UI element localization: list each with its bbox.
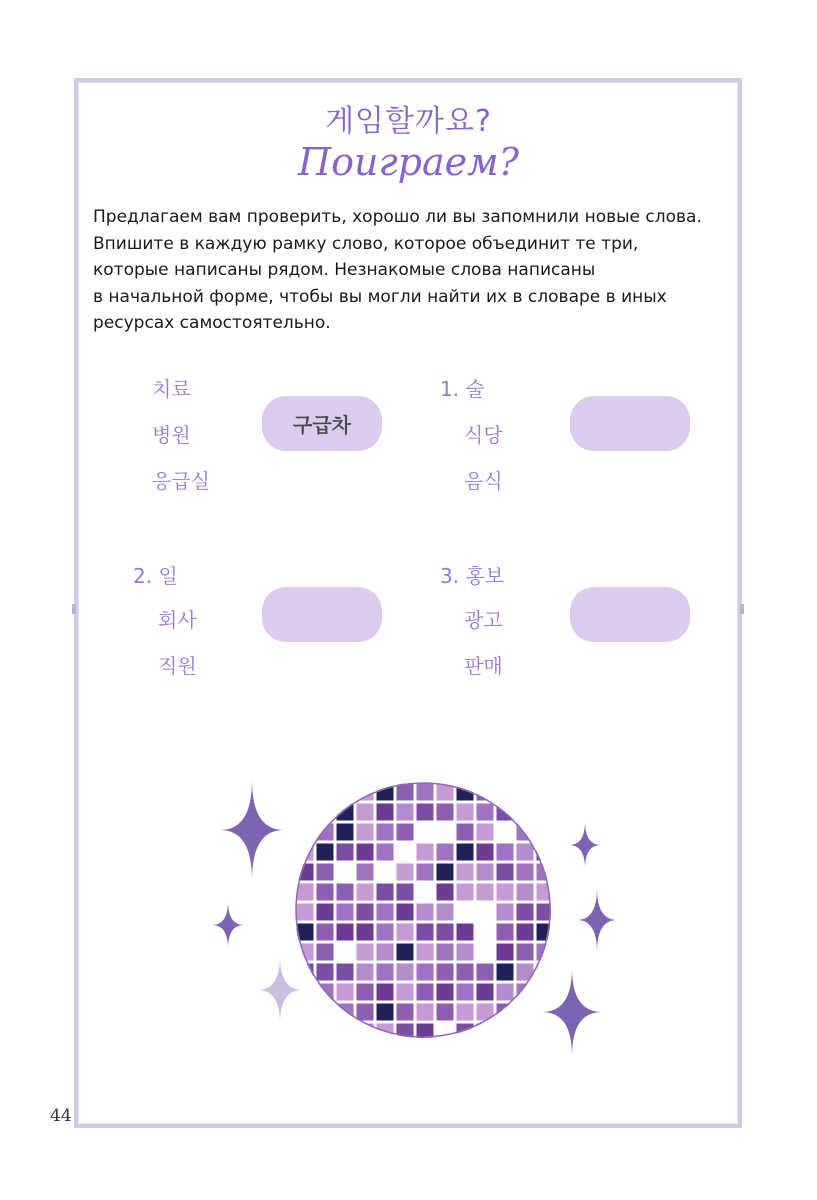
disco-tile xyxy=(477,1024,494,1041)
disco-tile xyxy=(437,904,454,921)
disco-tile xyxy=(377,924,394,941)
disco-tile xyxy=(397,1024,414,1041)
puzzle-2-word: 회사 xyxy=(158,608,197,632)
disco-tile xyxy=(297,884,314,901)
sparkle-icon xyxy=(569,821,601,869)
disco-tile xyxy=(297,864,314,881)
disco-tile xyxy=(377,784,394,801)
intro-line: Предлагаем вам проверить, хорошо ли вы запомнили новые слова. xyxy=(93,207,702,227)
disco-tile xyxy=(317,804,334,821)
sparkle-icon xyxy=(220,780,284,880)
disco-tile xyxy=(337,844,354,861)
disco-tile xyxy=(397,804,414,821)
disco-tile xyxy=(317,844,334,861)
disco-tile xyxy=(397,984,414,1001)
disco-tile xyxy=(297,904,314,921)
disco-tile xyxy=(497,844,514,861)
disco-tile xyxy=(457,1004,474,1021)
disco-tile xyxy=(437,884,454,901)
disco-tile xyxy=(377,824,394,841)
disco-tile xyxy=(377,944,394,961)
disco-tile xyxy=(497,944,514,961)
disco-tile xyxy=(397,904,414,921)
disco-tile xyxy=(417,924,434,941)
disco-tile xyxy=(477,784,494,801)
disco-tile xyxy=(457,824,474,841)
disco-tile xyxy=(457,924,474,941)
disco-tile xyxy=(457,984,474,1001)
disco-tile xyxy=(477,864,494,881)
disco-tile xyxy=(397,824,414,841)
puzzle-1-word: 1. 술 xyxy=(440,377,485,401)
disco-tile xyxy=(337,924,354,941)
disco-tile xyxy=(297,964,314,981)
disco-tile xyxy=(417,964,434,981)
disco-tile xyxy=(397,1004,414,1021)
disco-tile xyxy=(377,964,394,981)
puzzle-1-word: 식당 xyxy=(464,423,503,447)
disco-tile xyxy=(437,824,454,841)
puzzle-2-word: 직원 xyxy=(158,654,197,678)
disco-tile xyxy=(377,864,394,881)
disco-tile xyxy=(437,804,454,821)
disco-tile xyxy=(377,1024,394,1041)
disco-tile xyxy=(417,944,434,961)
puzzle-example-word: 치료 xyxy=(152,377,191,401)
sparkle-icon xyxy=(577,888,617,952)
disco-tile xyxy=(417,1024,434,1041)
disco-tile xyxy=(477,804,494,821)
puzzle-example-word: 병원 xyxy=(152,423,191,447)
disco-tile xyxy=(457,884,474,901)
disco-tile xyxy=(317,944,334,961)
disco-tile xyxy=(517,844,534,861)
disco-tile xyxy=(357,984,374,1001)
disco-tile xyxy=(477,884,494,901)
disco-tile xyxy=(497,864,514,881)
disco-tile xyxy=(437,924,454,941)
sparkle-icon xyxy=(258,956,302,1024)
disco-tile xyxy=(457,944,474,961)
disco-tile xyxy=(457,964,474,981)
disco-tile xyxy=(437,984,454,1001)
disco-tile xyxy=(437,864,454,881)
sparkle-icon xyxy=(542,968,602,1056)
disco-ball-icon xyxy=(295,782,554,1041)
disco-tile xyxy=(317,924,334,941)
intro-line: которые написаны рядом. Незнакомые слова написаны xyxy=(93,260,596,280)
disco-tile xyxy=(517,944,534,961)
disco-tile xyxy=(417,1004,434,1021)
puzzle-1-word: 음식 xyxy=(464,469,503,493)
puzzle-3-word: 3. 홍보 xyxy=(440,564,505,588)
disco-tile xyxy=(477,944,494,961)
disco-tile xyxy=(497,984,514,1001)
disco-tile xyxy=(317,964,334,981)
disco-tile xyxy=(497,964,514,981)
disco-tile xyxy=(477,824,494,841)
disco-tile xyxy=(457,904,474,921)
disco-tile xyxy=(317,904,334,921)
page-number: 44 xyxy=(50,1106,72,1126)
disco-tile xyxy=(377,904,394,921)
disco-tile xyxy=(297,844,314,861)
disco-tile xyxy=(417,844,434,861)
disco-tile xyxy=(337,904,354,921)
disco-tile xyxy=(537,884,554,901)
disco-tile xyxy=(377,884,394,901)
disco-tile xyxy=(477,964,494,981)
disco-tile xyxy=(497,884,514,901)
disco-tile xyxy=(397,944,414,961)
disco-tile xyxy=(477,904,494,921)
disco-tile xyxy=(357,844,374,861)
disco-tile xyxy=(517,884,534,901)
disco-tile xyxy=(397,964,414,981)
disco-tile xyxy=(397,784,414,801)
disco-tile xyxy=(457,864,474,881)
disco-tile xyxy=(337,984,354,1001)
intro-line: в начальной форме, чтобы вы могли найти их в словаре в иных xyxy=(93,286,667,307)
disco-tile xyxy=(437,844,454,861)
disco-tile xyxy=(537,904,554,921)
disco-tile xyxy=(357,944,374,961)
disco-tile xyxy=(477,984,494,1001)
disco-tile xyxy=(397,884,414,901)
title-russian: Поиграем? xyxy=(297,140,520,184)
disco-tile xyxy=(517,904,534,921)
disco-tile xyxy=(337,944,354,961)
disco-tile xyxy=(417,884,434,901)
intro-line: ресурсах самостоятельно. xyxy=(93,313,331,333)
disco-tile xyxy=(377,804,394,821)
disco-tile xyxy=(357,864,374,881)
disco-tile xyxy=(497,904,514,921)
disco-tile xyxy=(417,824,434,841)
disco-tile xyxy=(537,964,554,981)
disco-tile xyxy=(497,824,514,841)
disco-tile xyxy=(377,844,394,861)
puzzle-3-word: 광고 xyxy=(464,608,503,632)
puzzle-example-answer-box: 구급차 xyxy=(262,396,382,451)
disco-tile xyxy=(357,1004,374,1021)
puzzle-2-word: 2. 일 xyxy=(133,564,178,588)
disco-tile xyxy=(457,804,474,821)
disco-tile xyxy=(357,964,374,981)
disco-tile xyxy=(317,884,334,901)
disco-tile xyxy=(357,884,374,901)
disco-tile xyxy=(417,804,434,821)
disco-tile xyxy=(357,824,374,841)
sparkle-icon xyxy=(212,901,244,949)
puzzle-3-word: 판매 xyxy=(464,654,503,678)
title-korean: 게임할까요? xyxy=(325,104,492,139)
disco-tile xyxy=(337,824,354,841)
disco-tile xyxy=(397,924,414,941)
disco-tile xyxy=(317,864,334,881)
disco-tile xyxy=(397,864,414,881)
disco-tile xyxy=(377,1004,394,1021)
disco-tile xyxy=(537,924,554,941)
intro-line: Впишите в каждую рамку слово, которое объединит те три, xyxy=(93,233,639,254)
disco-tile xyxy=(537,864,554,881)
disco-tile xyxy=(477,924,494,941)
disco-tile xyxy=(397,844,414,861)
disco-tile xyxy=(437,1024,454,1041)
disco-tile xyxy=(337,884,354,901)
disco-tile xyxy=(417,784,434,801)
puzzle-example-word: 응급실 xyxy=(152,469,210,493)
disco-tile xyxy=(357,804,374,821)
disco-tile xyxy=(337,864,354,881)
disco-tile xyxy=(517,924,534,941)
disco-tile xyxy=(417,904,434,921)
disco-tile xyxy=(437,1004,454,1021)
disco-tile xyxy=(437,964,454,981)
disco-tile xyxy=(357,784,374,801)
disco-tile xyxy=(357,904,374,921)
disco-tile xyxy=(517,864,534,881)
disco-tile xyxy=(497,924,514,941)
disco-tile xyxy=(377,984,394,1001)
disco-tile xyxy=(417,864,434,881)
disco-tile xyxy=(457,844,474,861)
disco-tile xyxy=(477,844,494,861)
disco-tile xyxy=(417,984,434,1001)
disco-tile xyxy=(357,924,374,941)
disco-tile xyxy=(337,964,354,981)
disco-tile xyxy=(437,944,454,961)
